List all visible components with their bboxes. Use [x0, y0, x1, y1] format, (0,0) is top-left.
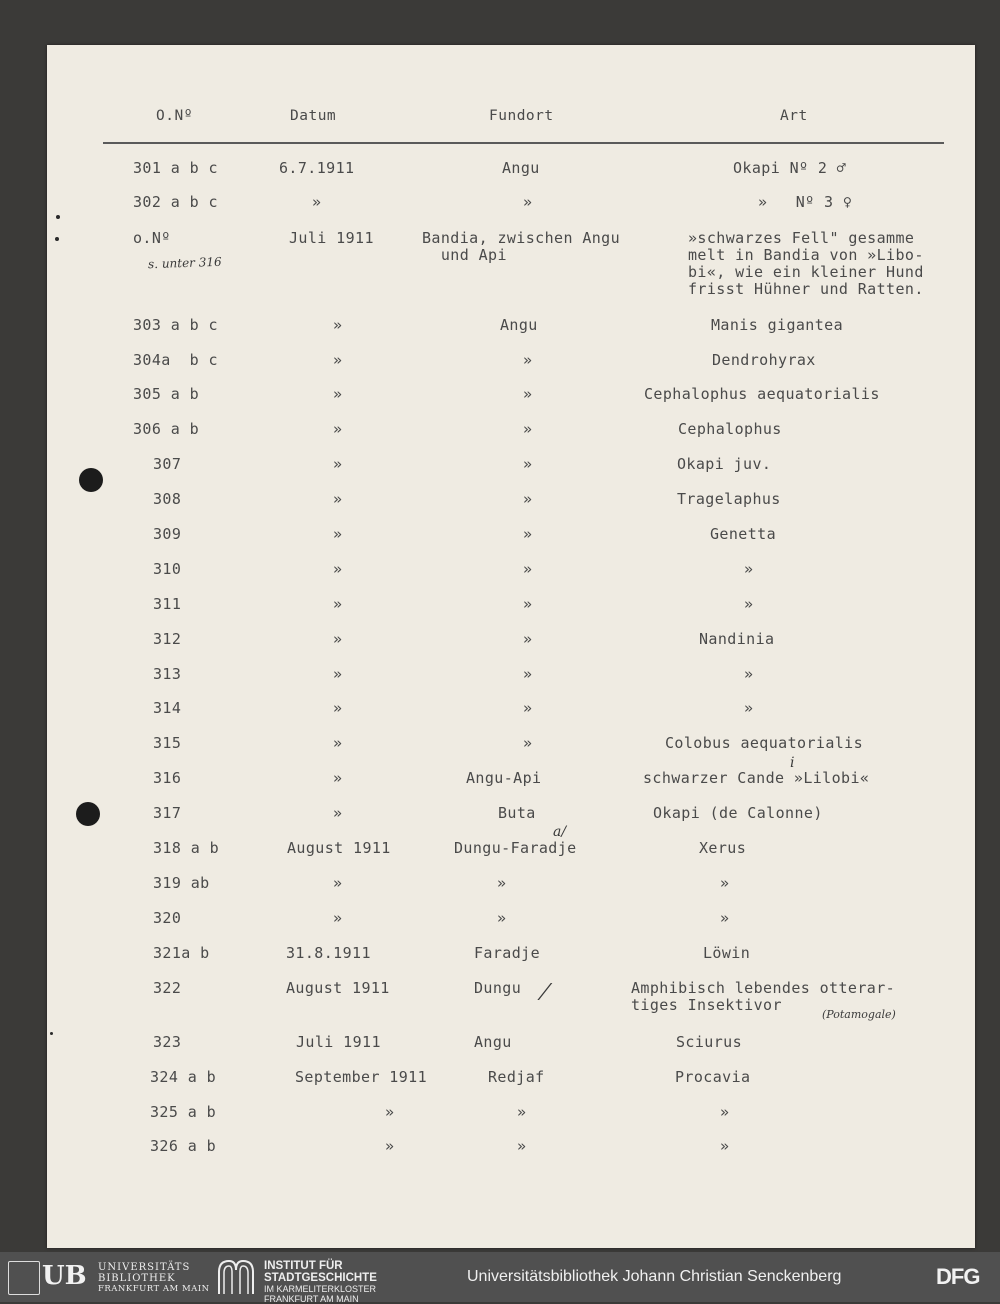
row-number: 313 — [153, 665, 182, 683]
handwritten-strike: ⁄ — [543, 981, 547, 1006]
row-number: 322 — [153, 979, 182, 997]
row-datum: Juli 1911 — [289, 229, 374, 247]
row-fundort: » — [523, 734, 533, 752]
row-datum: » — [333, 351, 343, 369]
row-fundort: Faradje — [474, 944, 541, 962]
isg-line2: STADTGESCHICHTE — [264, 1272, 377, 1284]
row-art: Dendrohyrax — [712, 351, 816, 369]
row-number: 321a b — [153, 944, 210, 962]
isg-line1: INSTITUT FÜR — [264, 1260, 343, 1272]
row-fundort: » — [523, 385, 533, 403]
header-art: Art — [780, 108, 808, 124]
punch-hole — [76, 802, 100, 826]
row-number: 310 — [153, 560, 182, 578]
punch-hole — [79, 468, 103, 492]
row-datum: Juli 1911 — [296, 1033, 381, 1051]
row-fundort: » — [523, 699, 533, 717]
row-art: Genetta — [710, 525, 777, 543]
row-datum: September 1911 — [295, 1068, 428, 1086]
footer-title: Universitätsbibliothek Johann Christian Senckenberg — [467, 1268, 842, 1285]
row-number: 324 a b — [150, 1068, 217, 1086]
row-fundort: Bandia, zwischen Angu und Api — [422, 229, 621, 264]
row-art: » — [720, 909, 730, 927]
row-art: » — [744, 665, 754, 683]
ub-wordmark — [98, 1262, 210, 1295]
row-number: 323 — [153, 1033, 182, 1051]
row-art: »schwarzes Fell" gesamme melt in Bandia von »Libo- bi«, wie ein kleiner Hund frisst Hühner und Ratten. — [688, 229, 924, 298]
row-fundort: » — [523, 560, 533, 578]
header-datum: Datum — [290, 108, 337, 124]
row-datum: 31.8.1911 — [286, 944, 371, 962]
row-fundort: » — [523, 420, 533, 438]
row-fundort: » — [523, 665, 533, 683]
row-art: Manis gigantea — [711, 316, 844, 334]
row-number: o.Nº — [133, 229, 171, 247]
row-datum: » — [333, 734, 343, 752]
ub-line3: FRANKFURT AM MAIN — [98, 1284, 210, 1294]
row-datum: » — [333, 769, 343, 787]
row-art: » — [720, 1137, 730, 1155]
row-datum: » — [385, 1137, 395, 1155]
row-art: » — [720, 1103, 730, 1121]
row-art: » Nº 3 ♀ — [758, 193, 853, 211]
margin-mark — [50, 1032, 53, 1035]
ub-line1: UNIVERSITÄTS — [98, 1262, 191, 1273]
row-art: Nandinia — [699, 630, 775, 648]
row-fundort: » — [523, 455, 533, 473]
row-fundort: Angu — [502, 159, 540, 177]
row-fundort: » — [523, 630, 533, 648]
row-datum: » — [333, 630, 343, 648]
row-number: 316 — [153, 769, 182, 787]
row-fundort: » — [523, 595, 533, 613]
portrait-icon — [8, 1261, 40, 1295]
row-art: Löwin — [703, 944, 751, 962]
row-datum: » — [333, 455, 343, 473]
row-fundort: Dungu-Faradje — [454, 839, 577, 857]
isg-wordmark — [264, 1260, 377, 1304]
row-fundort: » — [523, 351, 533, 369]
arch-icon — [216, 1258, 256, 1296]
row-datum: » — [333, 595, 343, 613]
row-number: 304a b c — [133, 351, 218, 369]
row-number: 326 a b — [150, 1137, 217, 1155]
row-art: Okapi Nº 2 ♂ — [733, 159, 847, 177]
row-art: Procavia — [675, 1068, 751, 1086]
handwritten-correction: i — [790, 755, 795, 771]
header-no: O.Nº — [156, 108, 193, 124]
isg-line3: IM KARMELITERKLOSTER — [264, 1284, 377, 1294]
margin-mark — [55, 237, 59, 241]
row-datum: 6.7.1911 — [279, 159, 355, 177]
row-art: » — [720, 874, 730, 892]
row-datum: » — [333, 525, 343, 543]
row-fundort: » — [497, 909, 507, 927]
row-art: » — [744, 699, 754, 717]
handwritten-note: s. unter 316 — [147, 254, 222, 272]
row-datum: » — [333, 385, 343, 403]
row-datum: » — [333, 490, 343, 508]
row-number: 303 a b c — [133, 316, 218, 334]
row-number: 311 — [153, 595, 182, 613]
row-art: » — [744, 560, 754, 578]
row-fundort: Angu — [474, 1033, 512, 1051]
row-number: 325 a b — [150, 1103, 217, 1121]
row-art: Okapi juv. — [677, 455, 772, 473]
row-art: Okapi (de Calonne) — [653, 804, 823, 822]
header-fundort: Fundort — [489, 108, 554, 124]
handwritten-correction: a/ — [553, 824, 567, 840]
row-datum: August 1911 — [287, 839, 391, 857]
row-fundort: Dungu — [474, 979, 522, 997]
row-number: 308 — [153, 490, 182, 508]
row-number: 320 — [153, 909, 182, 927]
row-art: Xerus — [699, 839, 747, 857]
row-datum: » — [312, 193, 322, 211]
row-fundort: » — [523, 490, 533, 508]
row-datum: » — [333, 874, 343, 892]
row-datum: » — [333, 560, 343, 578]
header-rule — [103, 142, 944, 144]
row-fundort: » — [497, 874, 507, 892]
ub-logo-text: UB — [42, 1261, 87, 1291]
row-datum: » — [333, 909, 343, 927]
dfg-logo: DFG — [936, 1264, 980, 1289]
row-number: 318 a b — [153, 839, 220, 857]
row-fundort: Angu-Api — [466, 769, 542, 787]
footer-bar — [0, 1252, 1000, 1302]
ub-line2: BIBLIOTHEK — [98, 1273, 176, 1284]
row-number: 312 — [153, 630, 182, 648]
row-fundort: » — [517, 1103, 527, 1121]
ub-logo — [8, 1261, 94, 1293]
row-art: Colobus aequatorialis — [665, 734, 864, 752]
row-art: Tragelaphus — [677, 490, 781, 508]
row-datum: » — [333, 665, 343, 683]
row-number: 317 — [153, 804, 182, 822]
row-number: 302 a b c — [133, 193, 218, 211]
handwritten-note: (Potamogale) — [822, 1008, 896, 1021]
row-fundort: » — [523, 525, 533, 543]
row-number: 319 ab — [153, 874, 210, 892]
row-art: schwarzer Cande »Lilobi« — [643, 769, 870, 787]
row-number: 309 — [153, 525, 182, 543]
row-number: 306 a b — [133, 420, 200, 438]
row-datum: August 1911 — [286, 979, 390, 997]
row-art: Amphibisch lebendes otterar- tiges Insektivor — [631, 979, 896, 1014]
row-fundort: Redjaf — [488, 1068, 545, 1086]
margin-mark — [56, 215, 60, 219]
row-datum: » — [333, 420, 343, 438]
row-datum: » — [333, 804, 343, 822]
row-fundort: » — [517, 1137, 527, 1155]
row-datum: » — [333, 699, 343, 717]
row-number: 307 — [153, 455, 182, 473]
row-fundort: Angu — [500, 316, 538, 334]
isg-line4: FRANKFURT AM MAIN — [264, 1294, 359, 1304]
row-art: Cephalophus — [678, 420, 782, 438]
row-art: Cephalophus aequatorialis — [644, 385, 880, 403]
row-fundort: » — [523, 193, 533, 211]
row-number: 314 — [153, 699, 182, 717]
row-number: 315 — [153, 734, 182, 752]
row-art: » — [744, 595, 754, 613]
row-datum: » — [385, 1103, 395, 1121]
row-fundort: Buta — [498, 804, 536, 822]
row-number: 305 a b — [133, 385, 200, 403]
row-art: Sciurus — [676, 1033, 743, 1051]
row-datum: » — [333, 316, 343, 334]
row-number: 301 a b c — [133, 159, 218, 177]
